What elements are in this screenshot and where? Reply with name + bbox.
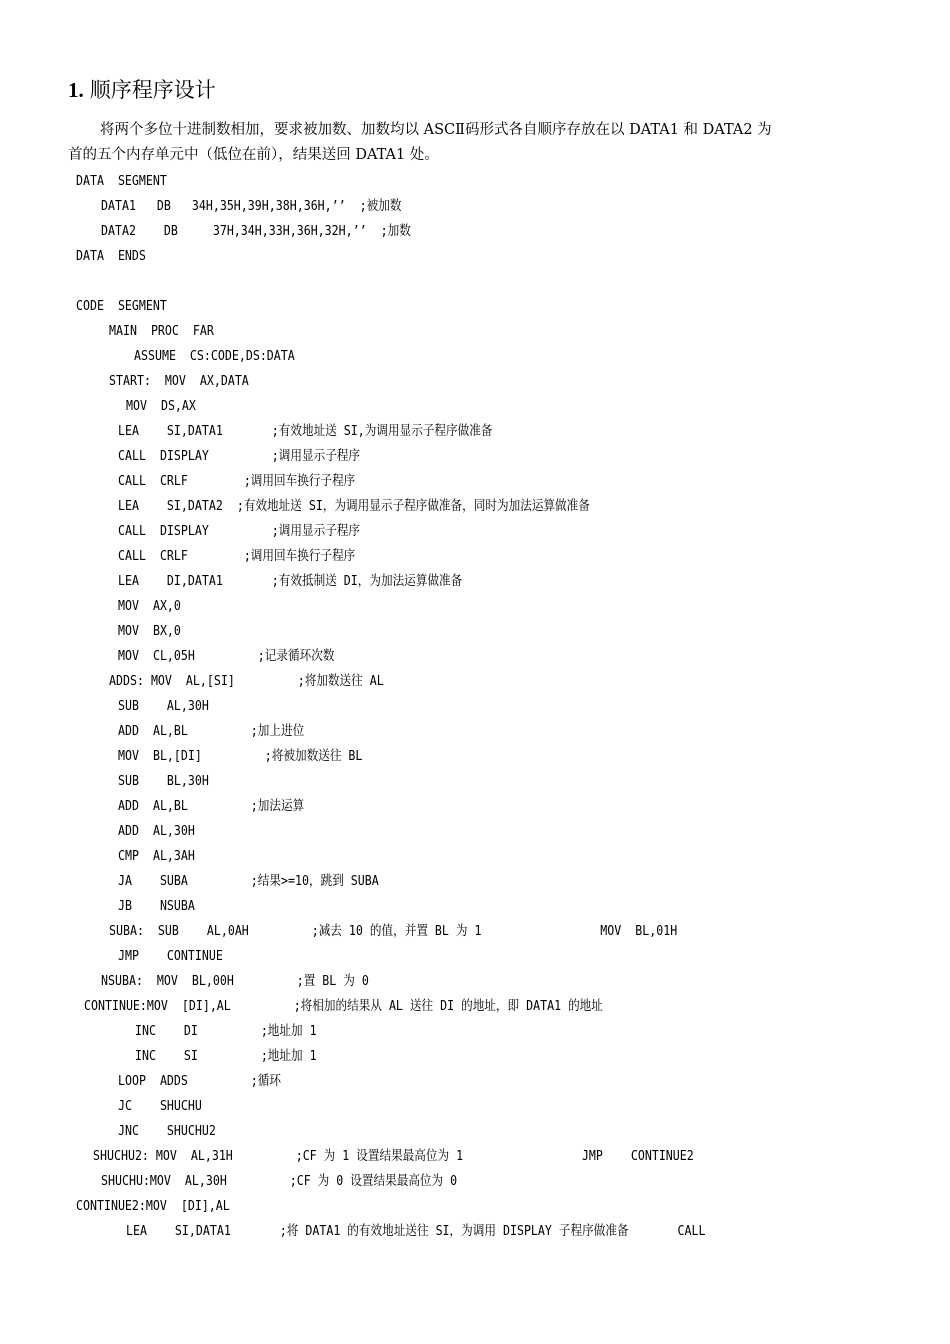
code-line: MAIN PROC FAR: [109, 323, 214, 339]
section-heading: [68, 76, 216, 104]
code-line: ASSUME CS:CODE,DS:DATA: [134, 348, 295, 364]
code-line: SUB AL,30H: [118, 698, 209, 714]
code-line: INC SI ;地址加 1: [135, 1048, 317, 1064]
code-line: JNC SHUCHU2: [118, 1123, 216, 1139]
intro-line-1: 将两个多位十进制数相加，要求被加数、加数均以 ASCⅡ码形式各自顺序存放在以 DATA1 和 DATA2 为: [100, 122, 772, 138]
code-line: DATA SEGMENT: [76, 173, 167, 189]
code-line: CALL DISPLAY ;调用显示子程序: [118, 523, 361, 539]
code-line: START: MOV AX,DATA: [109, 373, 249, 389]
code-line: SHUCHU:MOV AL,30H ;CF 为 0 设置结果最高位为 0: [101, 1173, 458, 1189]
code-line: CONTINUE2:MOV [DI],AL: [76, 1198, 230, 1214]
code-line: MOV BX,0: [118, 623, 181, 639]
code-line: JC SHUCHU: [118, 1098, 202, 1114]
code-line: DATA ENDS: [76, 248, 146, 264]
code-line: LEA DI,DATA1 ;有效抵制送 DI，为加法运算做准备: [118, 573, 463, 589]
code-line: MOV BL,[DI] ;将被加数送往 BL: [118, 748, 363, 764]
code-line: MOV CL,05H ;记录循环次数: [118, 648, 335, 664]
code-line: SHUCHU2: MOV AL,31H ;CF 为 1 设置结果最高位为 1 JMP CONTINUE2: [93, 1148, 694, 1164]
code-line: LEA SI,DATA2 ;有效地址送 SI，为调用显示子程序做准备，同时为加法运算做准备: [118, 498, 590, 514]
code-line: CALL CRLF ;调用回车换行子程序: [118, 473, 356, 489]
code-line: JA SUBA ;结果>=10，跳到 SUBA: [118, 873, 379, 889]
code-line: ADDS: MOV AL,[SI] ;将加数送往 AL: [109, 673, 384, 689]
code-line: CALL CRLF ;调用回车换行子程序: [118, 548, 356, 564]
code-line: ADD AL,BL ;加上进位: [118, 723, 305, 739]
intro-line-2: 首的五个内存单元中（低位在前），结果送回 DATA1 处。: [68, 147, 439, 163]
code-line: INC DI ;地址加 1: [135, 1023, 317, 1039]
code-line: MOV AX,0: [118, 598, 181, 614]
code-line: SUB BL,30H: [118, 773, 209, 789]
code-line: LEA SI,DATA1 ;将 DATA1 的有效地址送往 SI，为调用 DISPLAY 子程序做准备 CALL: [126, 1223, 706, 1239]
code-line: JMP CONTINUE: [118, 948, 223, 964]
section-number: 1.: [68, 78, 84, 102]
code-line: CONTINUE:MOV [DI],AL ;将相加的结果从 AL 送往 DI 的地址，即 DATA1 的地址: [84, 998, 603, 1014]
code-line: ADD AL,BL ;加法运算: [118, 798, 305, 814]
code-line: CMP AL,3AH: [118, 848, 195, 864]
code-line: DATA2 DB 37H,34H,33H,36H,32H,’’ ;加数: [101, 223, 411, 239]
code-line: LEA SI,DATA1 ;有效地址送 SI,为调用显示子程序做准备: [118, 423, 493, 439]
code-line: CALL DISPLAY ;调用显示子程序: [118, 448, 361, 464]
code-line: NSUBA: MOV BL,00H ;置 BL 为 0: [101, 973, 369, 989]
code-line: SUBA: SUB AL,0AH ;减去 10 的值，并置 BL 为 1 MOV BL,01H: [109, 923, 678, 939]
code-line: ADD AL,30H: [118, 823, 195, 839]
section-title: 顺序程序设计: [89, 78, 216, 102]
code-line: JB NSUBA: [118, 898, 195, 914]
code-line: LOOP ADDS ;循环: [118, 1073, 282, 1089]
code-line: MOV DS,AX: [126, 398, 196, 414]
code-line: CODE SEGMENT: [76, 298, 167, 314]
code-line: DATA1 DB 34H,35H,39H,38H,36H,’’ ;被加数: [101, 198, 402, 214]
